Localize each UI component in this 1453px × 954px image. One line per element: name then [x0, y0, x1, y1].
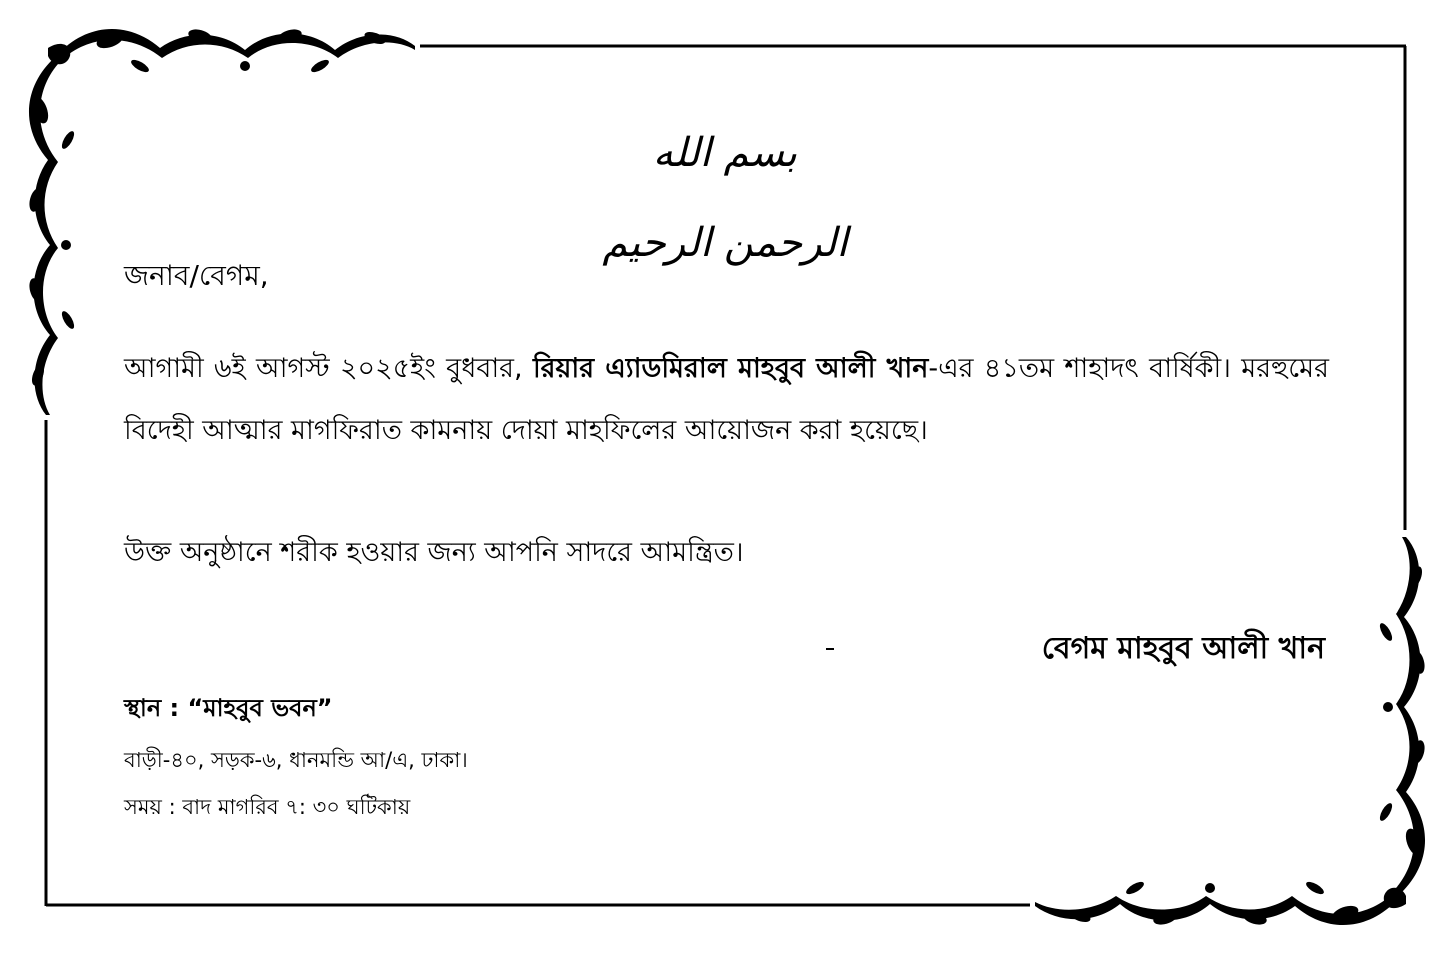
invite-line: উক্ত অনুষ্ঠানে শরীক হওয়ার জন্য আপনি সাদরে আমন্ত্রিত।: [124, 537, 744, 568]
bismillah-calligraphy: بسم الله الرحمن الرحيم: [602, 130, 848, 266]
event-time: সময় : বাদ মাগরিব ৭: ৩০ ঘটিকায়: [124, 795, 411, 819]
floral-corner-bottom-right: [1035, 537, 1427, 927]
venue-address: বাড়ী-৪০, সড়ক-৬, ধানমন্ডি আ/এ, ঢাকা।: [124, 748, 468, 772]
salutation: জনাব/বেগম,: [124, 259, 269, 292]
venue-block: [124, 690, 468, 838]
invitation-paragraph: [124, 338, 1329, 462]
host-signature: বেগম মাহবুব আলী খান: [1041, 631, 1325, 666]
venue-title: স্থান : “মাহবুব ভবন”: [124, 694, 333, 722]
stray-mark: [826, 648, 834, 650]
honoree-name: রিয়ার এ্যাডমিরাল মাহবুব আলী খান: [532, 353, 929, 384]
paragraph-intro: আগামী ৬ই আগস্ট ২০২৫ইং বুধবার,: [124, 353, 533, 384]
paragraph-body: -এর ৪১তম শাহাদৎ বার্ষিকী। মরহুমের বিদেহী আত্মার মাগফিরাত কামনায় দোয়া মাহফিলের আয়োজন করা হয়েছে।: [124, 353, 1330, 446]
